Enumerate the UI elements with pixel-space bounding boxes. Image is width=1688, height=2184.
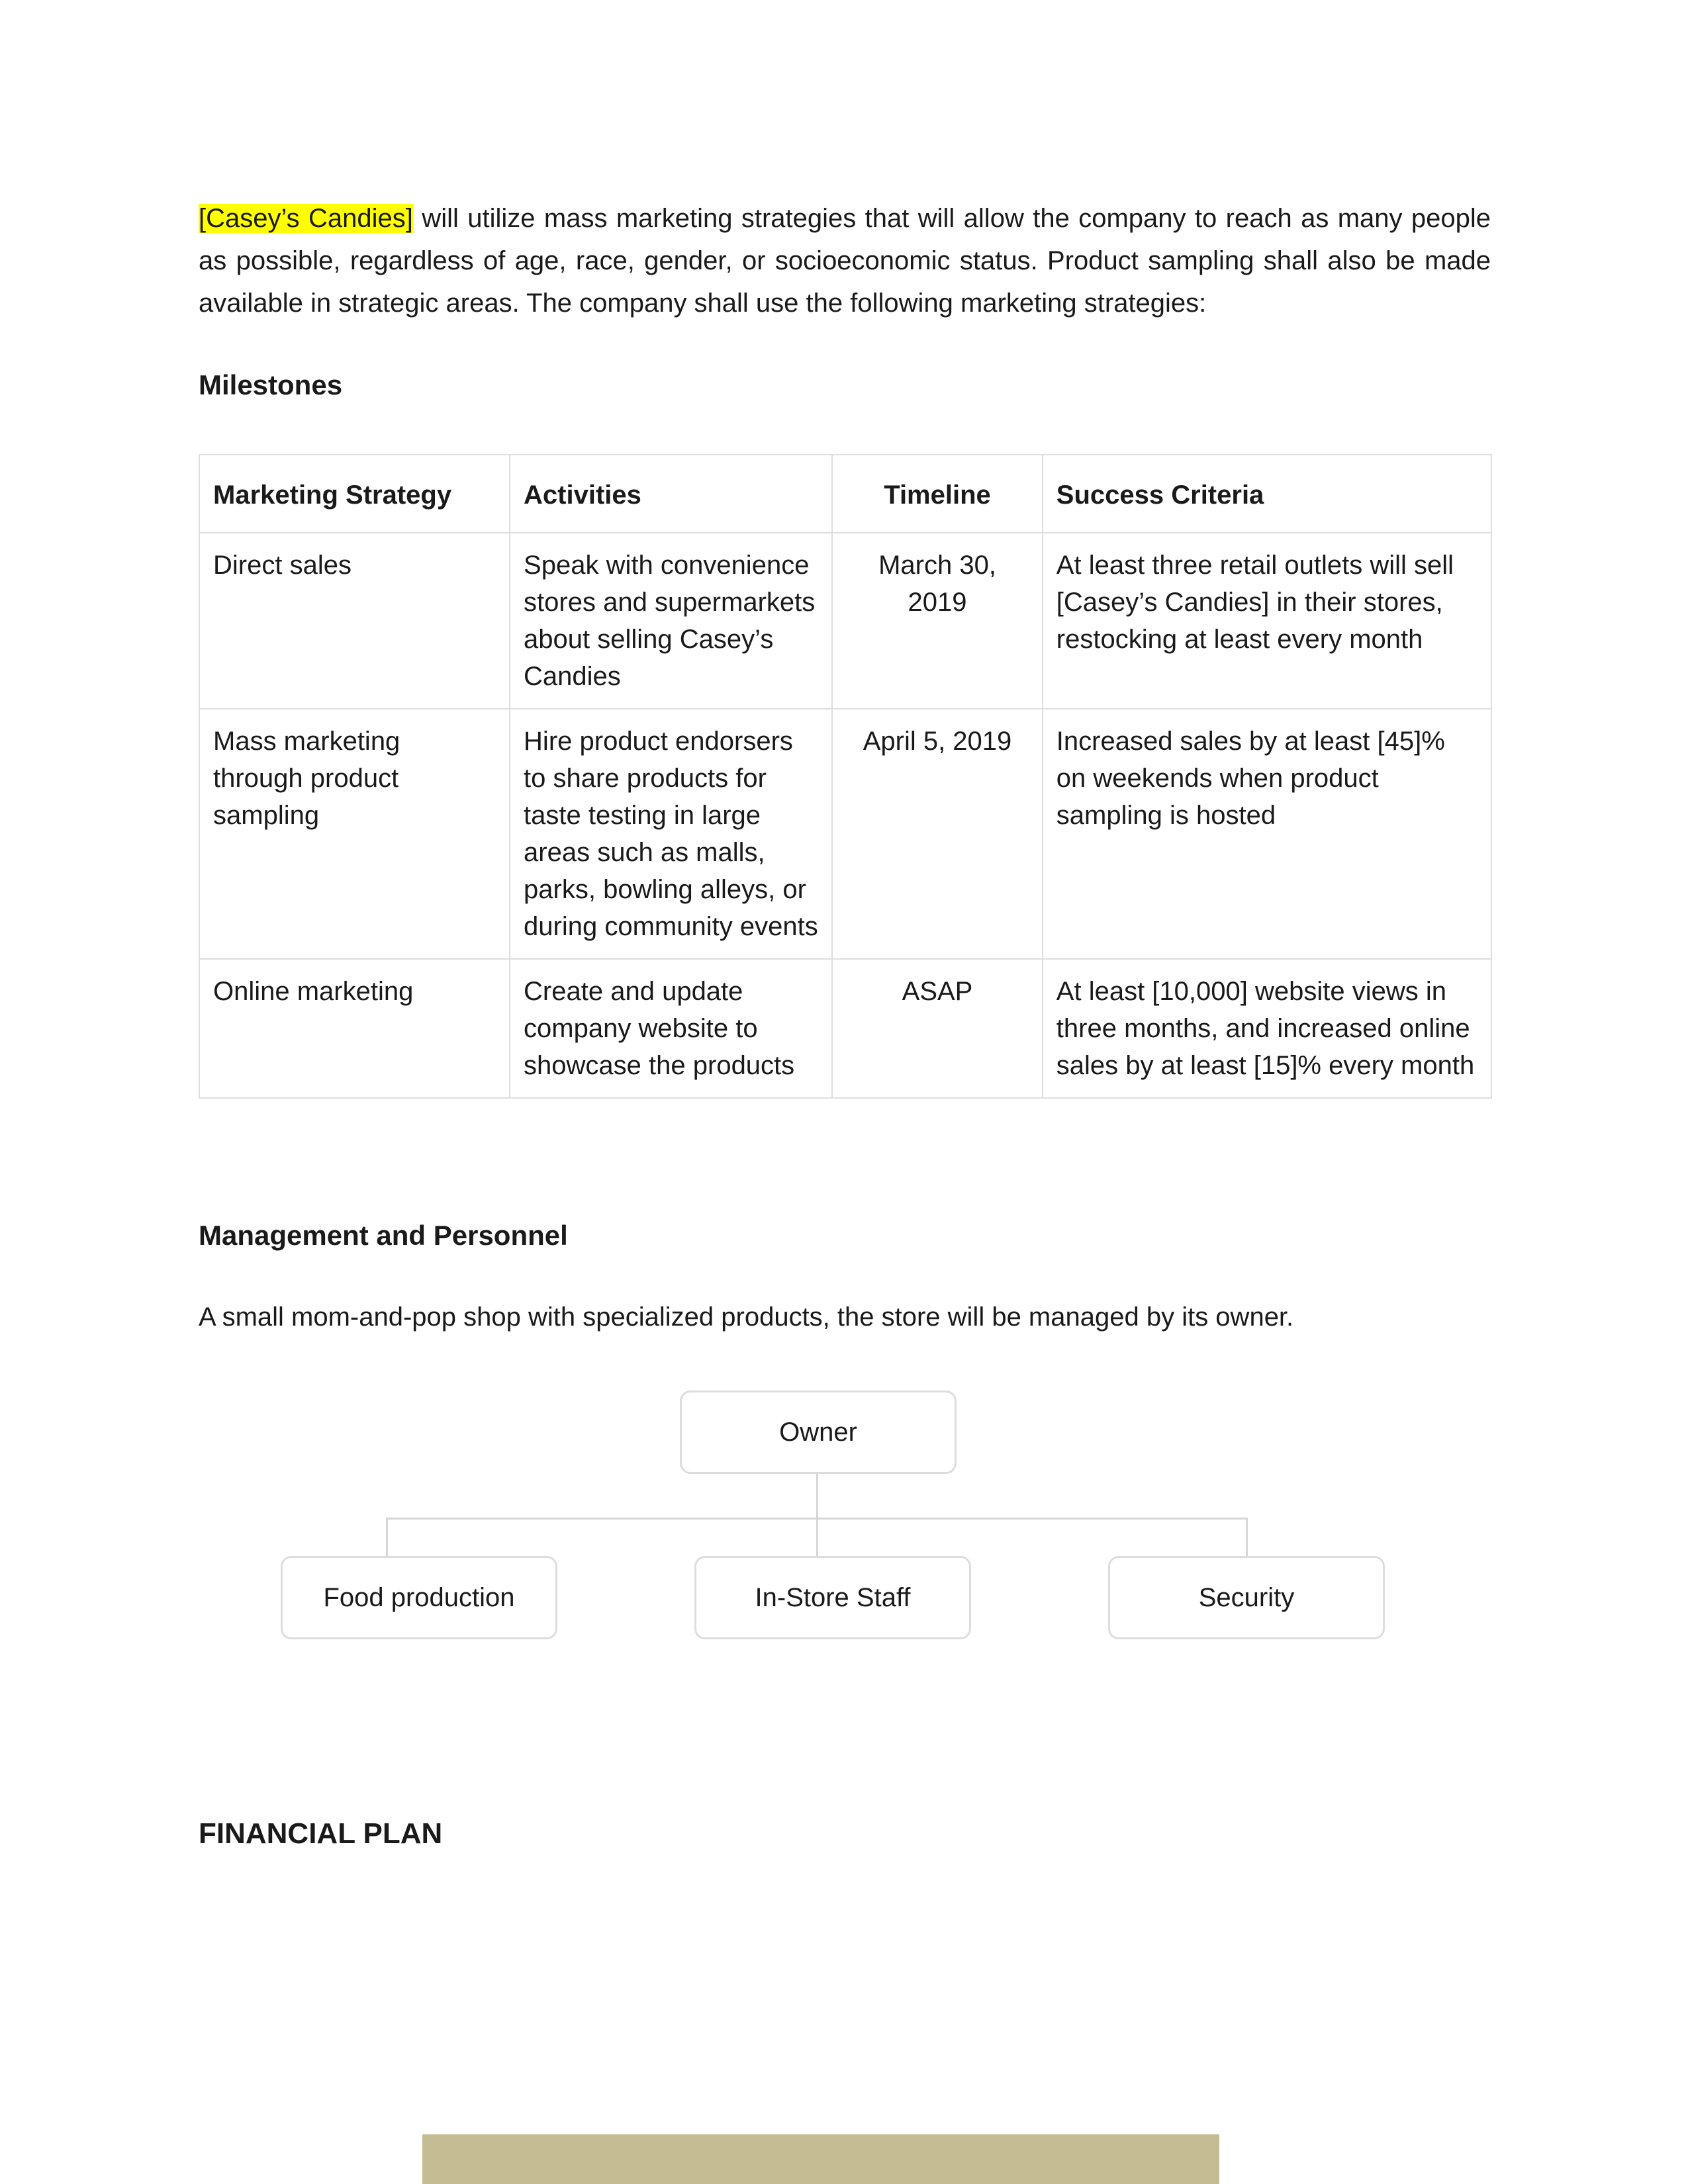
management-paragraph: A small mom-and-pop shop with specialized products, the store will be managed by its owner.: [199, 1302, 1294, 1332]
timeline-cell: March 30, 2019: [832, 533, 1043, 709]
table-header-row: [199, 455, 1491, 533]
activities-cell: Create and update company website to showcase the products: [510, 959, 832, 1098]
management-heading: Management and Personnel: [199, 1220, 568, 1251]
connector-vertical-left: [386, 1518, 388, 1556]
strategy-cell: Mass marketing through product sampling: [199, 709, 510, 959]
intro-paragraph: [199, 197, 1491, 324]
strategy-cell: Direct sales: [199, 533, 510, 709]
company-name-highlight: [Casey’s Candies]: [199, 204, 413, 233]
connector-vertical-center: [816, 1518, 818, 1556]
column-header-criteria: Success Criteria: [1043, 455, 1491, 533]
org-node-in-store-staff: In-Store Staff: [694, 1556, 971, 1639]
org-node-food-production: Food production: [281, 1556, 557, 1639]
financial-plan-heading: FINANCIAL PLAN: [199, 1817, 443, 1850]
activities-cell: Hire product endorsers to share products for taste testing in large areas such as malls, parks, bowling alleys, or during community events: [510, 709, 832, 959]
strategy-cell: Online marketing: [199, 959, 510, 1098]
milestones-table: [199, 454, 1492, 1099]
intro-text: will utilize mass marketing strategies that will allow the company to reach as many people as possible, regardless of age, race, gender, or socioeconomic status. Product sampling shall also be made available in strategic areas. The company shall use the following marketing strategies:: [199, 204, 1491, 318]
milestones-heading: Milestones: [199, 369, 343, 400]
org-node-security: Security: [1108, 1556, 1385, 1639]
table-row: [199, 709, 1491, 959]
connector-vertical-right: [1246, 1518, 1248, 1556]
criteria-cell: At least three retail outlets will sell [Casey’s Candies] in their stores, restocking at least every month: [1043, 533, 1491, 709]
criteria-cell: Increased sales by at least [45]% on weekends when product sampling is hosted: [1043, 709, 1491, 959]
criteria-cell: At least [10,000] website views in three months, and increased online sales by at least [15]% every month: [1043, 959, 1491, 1098]
column-header-strategy: Marketing Strategy: [199, 455, 510, 533]
column-header-timeline: Timeline: [832, 455, 1043, 533]
timeline-cell: ASAP: [832, 959, 1043, 1098]
table-row: [199, 959, 1491, 1098]
timeline-cell: April 5, 2019: [832, 709, 1043, 959]
connector-vertical-root: [816, 1474, 818, 1519]
table-row: [199, 533, 1491, 709]
org-node-owner: Owner: [680, 1390, 957, 1474]
footer-decorative-bar: [422, 2134, 1219, 2184]
activities-cell: Speak with convenience stores and supermarkets about selling Casey’s Candies: [510, 533, 832, 709]
column-header-activities: Activities: [510, 455, 832, 533]
